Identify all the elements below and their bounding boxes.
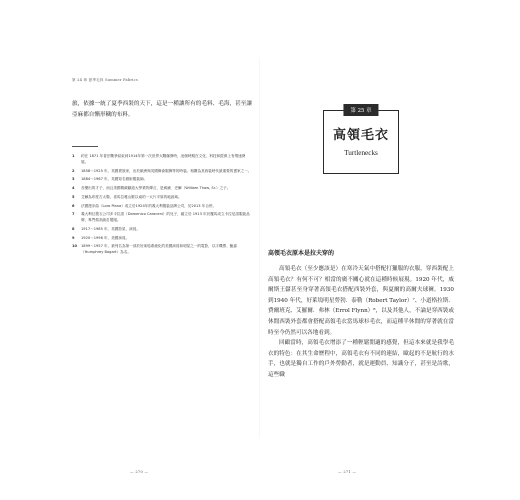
footnote xyxy=(72,227,252,233)
footnote-text: 約在 1871 年普法戰爭結束到1914年第一次世界大戰爆發時，這個時期在文化、科技和經濟上有飛速發展。 xyxy=(81,154,246,164)
footnote-text: 1884～1967 年，英國知名藝術服裝師。 xyxy=(81,177,148,182)
footnote xyxy=(72,154,252,165)
footnote xyxy=(72,177,252,183)
chapter-number: 第 25 章 xyxy=(343,104,378,116)
paragraph: 高領毛衣（至少應該是）在寒冷天氣中搭配打獵服的衣服，穿西裝配上高領毛衣？有何不可？相當的廣不關心就在這種時候展現。1920 年代，威爾斯王儲甚至身穿著高領毛衣搭配西裝外套，與夏爾的高爾夫球褲。1930 到1940 年代，好萊塢明星勞勃．泰勒（Robert Taylor）⁷、小道格拉斯．費爾班克、艾羅爾．弗林（Errol Flynn）⁸，以及其他人，不論是穿西裝或休閒西裝外套都會搭配高領毛衣當馬球衫毛衣，而這種半休閒的穿著就在當時至今仍然可以各地看到。 xyxy=(268,266,454,336)
footnote-text: 1920～1996 年，美國演員。 xyxy=(81,235,130,240)
footnote-text: 1917～1985 年，英國影星、演員。 xyxy=(81,226,140,231)
left-body-text xyxy=(72,99,252,120)
footnote xyxy=(72,244,252,255)
section-heading: 高領毛衣原本是拉夫穿的 xyxy=(268,250,335,257)
chapter-title-box xyxy=(323,110,399,174)
footnote-text: 義大利紅製衣公司多卡拉諾（Domenico Caraceni）的兒子，確立於 1913 年於羅馬成立卡拉尼諾服裝品牌，專門做高級訂製服。 xyxy=(81,212,250,223)
footnote-number: 7 xyxy=(72,212,75,217)
footnote-number: 1 xyxy=(72,154,75,159)
running-head: 第 24 章 夏季毛料 Summer Fabrics xyxy=(72,78,138,82)
right-body-text xyxy=(268,264,454,381)
footnote-number: 4 xyxy=(72,186,75,191)
footnote-number: 10 xyxy=(72,244,78,249)
paragraph: 旅，依據一統了夏季西裝的天下，這是一種讓所有的毛料、毛海，甚至讓亞麻都自慚形穢的布料。 xyxy=(72,101,252,118)
footnote xyxy=(72,186,252,192)
chapter-title: 高領毛衣 xyxy=(332,128,389,143)
footnote-rule xyxy=(72,146,98,147)
footnote-number: 9 xyxy=(72,235,75,240)
page-number: — 270 — xyxy=(130,470,149,474)
footnote-text: 音樂出的才子，而且美國精緻鐵道大學業的傳言，是威廉．史爾（William Thaw, Sr.）之子。 xyxy=(81,186,231,191)
footnote xyxy=(72,195,252,201)
left-page xyxy=(72,78,252,474)
right-page xyxy=(268,78,454,474)
footnote-number: 8 xyxy=(72,226,75,231)
footnote-number: 2 xyxy=(72,168,75,173)
footnote-text: 法國漫步曲（Loro Piana）成立於1924年的義大利服裝品牌公司，於2013 年合併。 xyxy=(81,203,217,208)
page-number: — 271 — xyxy=(338,470,357,474)
footnote xyxy=(72,212,252,223)
page-gutter xyxy=(259,58,260,438)
footnote-number: 3 xyxy=(72,177,75,182)
footnote-number: 5 xyxy=(72,194,75,199)
footnote xyxy=(72,236,252,242)
footnote xyxy=(72,204,252,210)
footnote-text: 艾爾為印度古太陽，喜馬拉雅山脈以南的一大片平原的地區域。 xyxy=(81,194,182,199)
footnote-text: 1899～1957 年，被列名為第一部於好萊塢系統化的美國演員和明星之一的電影，以宇機票、鮑嘉（Humphrey Bogart）為名。 xyxy=(81,244,237,254)
footnote-text: 1858～1925 年，英國貴族家，出於歐洲與英國舞會服飾等的時裝。相關為其西裝時代最重要的畫家之一。 xyxy=(81,168,252,173)
footnote-list xyxy=(72,154,252,255)
paragraph: 回顧當時，高領毛衣增添了一種輕鬆閒適的感覺，但這本來就是我學毛衣的特色：在其生命歷程中，高領毛衣有不同的連結，歐起的不是航行的水手，也就是獨自工作的戶外勞動者，就是運動員、知識分子，甚至是詩歌，這些職 xyxy=(268,340,454,378)
chapter-subtitle: Turtlenecks xyxy=(344,149,378,157)
footnote xyxy=(72,169,252,175)
footnote-number: 6 xyxy=(72,203,75,208)
